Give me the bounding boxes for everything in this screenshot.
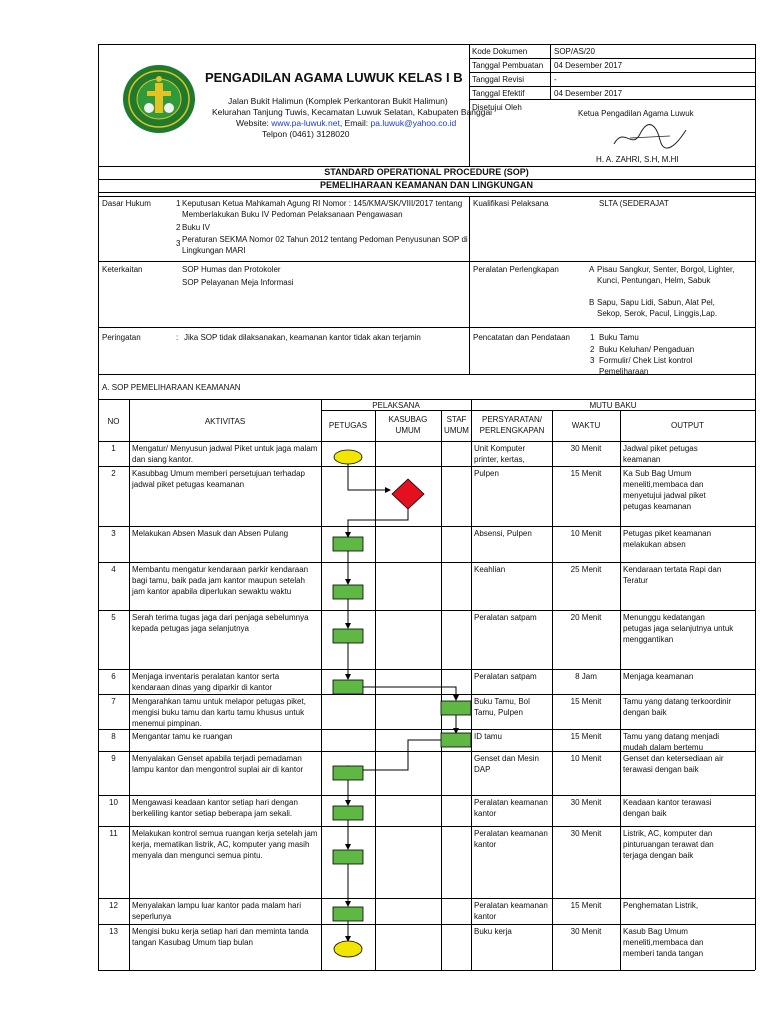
row-activity: Mengarahkan tamu untuk melapor petugas piket, mengisi buku tamu dan kartu tamu khusus untuk menemui pimpinan. — [132, 697, 306, 728]
doc-info-value-3: 04 Desember 2017 — [554, 89, 623, 98]
row-number: 2 — [111, 469, 116, 478]
flow-process-step — [333, 766, 363, 780]
row-time: 15 Menit — [570, 697, 602, 706]
dasar-hukum-num-1: 1 — [176, 199, 181, 208]
website-label: Website: — [236, 118, 269, 128]
doc-info-value-1: 04 Desember 2017 — [554, 61, 623, 70]
row-activity: Mengatur/ Menyusun jadwal Piket untuk jaga malam dan siang kantor. — [132, 444, 318, 464]
row-activity: Menjaga inventaris peralatan kantor serta kendaraan dinas yang diparkir di kantor — [132, 672, 280, 692]
row-time: 15 Menit — [570, 732, 602, 741]
row-requirement: Peralatan keamanan kantor — [474, 798, 548, 818]
peralatan-key-a: A — [589, 265, 595, 274]
flow-process-step — [333, 850, 363, 864]
row-number: 6 — [111, 672, 116, 681]
flow-process-step — [333, 537, 363, 551]
row-activity: Serah terima tugas jaga dari penjaga sebelumnya kepada petugas jaga selanjutnya — [132, 613, 309, 633]
peralatan-label: Peralatan Perlengkapan — [473, 265, 559, 274]
flow-process-step — [441, 701, 471, 715]
row-requirement: Peralatan satpam — [474, 672, 537, 681]
row-time: 20 Menit — [570, 613, 602, 622]
section-title: A. SOP PEMELIHARAAN KEAMANAN — [102, 383, 241, 392]
row-number: 7 — [111, 697, 116, 706]
flow-process-step — [333, 680, 363, 694]
dasar-hukum-num-2: 2 — [176, 223, 181, 232]
col-header-pelaksana: PELAKSANA — [372, 401, 420, 410]
row-output: Genset dan ketersediaan air terawasi dengan baik — [623, 754, 724, 774]
pencatatan-label: Pencatatan dan Pendataan — [473, 333, 570, 342]
row-requirement: Unit Komputer printer, kertas, — [474, 444, 526, 464]
approver-name: H. A. ZAHRI, S.H, M.HI — [596, 155, 679, 164]
row-output: Tamu yang datang menjadi mudah dalam bertemu — [623, 732, 720, 752]
flow-process-step — [333, 907, 363, 921]
row-activity: Membantu mengatur kendaraan parkir kendaraan bagi tamu, baik pada jam kantor maupun setelah jam kantor apabila diperlukan sewaktu waktu — [132, 565, 309, 596]
row-number: 4 — [111, 565, 116, 574]
peralatan-key-b: B — [589, 298, 595, 307]
col-header-aktivitas: AKTIVITAS — [204, 417, 246, 426]
row-time: 10 Menit — [570, 754, 602, 763]
row-time: 15 Menit — [570, 901, 602, 910]
row-number: 5 — [111, 613, 116, 622]
col-header-petugas: PETUGAS — [328, 421, 368, 430]
flow-process-step — [441, 733, 471, 747]
address-line2: Kelurahan Tanjung Tuwis, Kecamatan Luwuk Selatan, Kabupaten Banggai — [212, 107, 493, 117]
row-number: 11 — [109, 829, 118, 838]
row-requirement: Absensi, Pulpen — [474, 529, 532, 538]
address-line1: Jalan Bukit Halimun (Komplek Perkantoran Bukit Halimun) — [228, 96, 448, 106]
flow-end-terminator — [334, 941, 362, 957]
row-requirement: Genset dan Mesin DAP — [474, 754, 539, 774]
row-requirement: Peralatan keamanan kantor — [474, 829, 548, 849]
kualifikasi-value: SLTA (SEDERAJAT — [599, 199, 669, 208]
row-output: Kasub Bag Umum meneliti,membaca dan memberi tanda tangan — [623, 927, 704, 958]
peringatan-label: Peringatan — [102, 333, 141, 342]
keterkaitan-item-1: SOP Humas dan Protokoler — [182, 265, 281, 274]
col-header-no: NO — [107, 417, 120, 426]
row-output: Listrik, AC, komputer dan pinturuangan terawat dan terjaga dengan baik — [623, 829, 714, 860]
dasar-hukum-text-3: Peraturan SEKMA Nomor 02 Tahun 2012 tentang Pedoman Penyusunan SOP di Lingkungan MARI — [182, 235, 468, 255]
pencatatan-text-3: Formulir/ Chek List kontrol Pemeliharaan — [599, 356, 693, 376]
pencatatan-text-1: Buku Tamu — [599, 333, 639, 342]
row-output: Menunggu kedatangan petugas jaga selanjutnya untuk menggantikan — [623, 613, 734, 644]
row-requirement: ID tamu — [474, 732, 503, 741]
row-number: 8 — [111, 732, 116, 741]
keterkaitan-item-2: SOP Pelayanan Meja Informasi — [182, 278, 294, 287]
doc-info-label-3: Tanggal Efektif — [472, 89, 525, 98]
row-requirement: Buku kerja — [474, 927, 512, 936]
flow-decision — [392, 479, 424, 509]
flow-arrow — [348, 509, 408, 537]
row-time: 8 Jam — [575, 672, 597, 681]
col-header-output: OUTPUT — [671, 421, 704, 430]
dasar-hukum-num-3: 3 — [176, 239, 181, 248]
row-time: 30 Menit — [570, 927, 602, 936]
peringatan-text: Jika SOP tidak dilaksanakan, keamanan kantor tidak akan terjamin — [184, 333, 421, 342]
doc-info-value-0: SOP/AS/20 — [554, 47, 595, 56]
pencatatan-num-2: 2 — [590, 345, 595, 354]
col-header-waktu: WAKTU — [571, 421, 601, 430]
flow-arrow — [348, 464, 390, 490]
flow-process-step — [333, 806, 363, 820]
row-time: 10 Menit — [570, 529, 602, 538]
col-header-persyaratan: PERSYARATAN/ PERLENGKAPAN — [479, 415, 545, 435]
org-name: PENGADILAN AGAMA LUWUK KELAS I B — [205, 70, 463, 85]
row-time: 25 Menit — [570, 565, 602, 574]
row-output: Petugas piket keamanan melakukan absen — [623, 529, 712, 549]
dasar-hukum-text-1: Keputusan Ketua Mahkamah Agung RI Nomor : 145/KMA/SK/VIII/2017 tentang Memberlakukan Buku IV Pedoman Pelaksanaan Pengawasan — [182, 199, 463, 219]
email-label: , Email: — [339, 118, 369, 128]
row-activity: Mengantar tamu ke ruangan — [132, 732, 233, 741]
row-activity: Menyalakan lampu luar kantor pada malam hari seperlunya — [132, 901, 301, 921]
row-activity: Menyalakan Genset apabila terjadi pemadaman lampu kantor dan mengontrol suplai air di kantor — [132, 754, 304, 774]
row-output: Menjaga keamanan — [623, 672, 694, 681]
row-number: 12 — [109, 901, 118, 910]
row-output: Penghematan Listrik, — [623, 901, 699, 910]
flow-start-terminator — [334, 450, 362, 464]
peringatan-colon: : — [176, 333, 179, 342]
row-number: 10 — [109, 798, 118, 807]
col-header-mutu-baku: MUTU BAKU — [589, 401, 637, 410]
row-requirement: Keahlian — [474, 565, 506, 574]
row-output: Kendaraan tertata Rapi dan Teratur — [623, 565, 722, 585]
keterkaitan-label: Keterkaitan — [102, 265, 143, 274]
flow-arrow — [348, 740, 441, 770]
doc-info-value-2: - — [554, 75, 557, 84]
row-activity: Kasubbag Umum memberi persetujuan terhadap jadwal piket petugas keamanan — [132, 469, 305, 489]
dasar-hukum-label: Dasar Hukum — [102, 199, 151, 208]
doc-info-label-2: Tanggal Revisi — [472, 75, 525, 84]
row-output: Tamu yang datang terkoordinir dengan baik — [623, 697, 732, 717]
row-activity: Mengisi buku kerja setiap hari dan meminta tanda tangan Kasubag Umum tiap bulan — [132, 927, 309, 947]
peralatan-text-a: Pisau Sangkur, Senter, Borgol, Lighter, Kunci, Pentungan, Helm, Sabuk — [597, 265, 735, 285]
row-time: 15 Menit — [570, 469, 602, 478]
row-requirement: Buku Tamu, Bol Tamu, Pulpen — [474, 697, 530, 717]
kualifikasi-label: Kualifikasi Pelaksana — [473, 199, 549, 208]
row-output: Keadaan kantor terawasi dengan baik — [623, 798, 712, 818]
sop-title: STANDARD OPERATIONAL PROCEDURE (SOP) — [324, 167, 529, 177]
row-time: 30 Menit — [570, 829, 602, 838]
flow-process-step — [333, 585, 363, 599]
doc-info-label-0: Kode Dokumen — [472, 47, 528, 56]
pencatatan-num-1: 1 — [590, 333, 595, 342]
peralatan-text-b: Sapu, Sapu Lidi, Sabun, Alat Pel, Sekop, Serok, Pacul, Linggis,Lap. — [597, 298, 718, 318]
row-requirement: Pulpen — [474, 469, 499, 478]
dasar-hukum-text-2: Buku IV — [182, 223, 211, 232]
phone: Telpon (0461) 3128020 — [262, 129, 350, 139]
row-number: 3 — [111, 529, 116, 538]
approved-label: Disetujui Oleh — [472, 103, 522, 112]
row-time: 30 Menit — [570, 444, 602, 453]
row-requirement: Peralatan keamanan kantor — [474, 901, 548, 921]
row-number: 13 — [109, 927, 118, 936]
row-number: 1 — [111, 444, 116, 453]
pencatatan-num-3: 3 — [590, 356, 595, 365]
website-link[interactable]: www.pa-luwuk.net — [271, 118, 340, 128]
row-activity: Mengawasi keadaan kantor setiap hari dengan berkeliling kantor setiap beberapa jam sekali. — [132, 798, 298, 818]
flow-arrow — [363, 687, 456, 700]
row-activity: Melakukan kontrol semua ruangan kerja setelah jam kerja, mematikan listrik, AC, komputer yang masih menyala dan mengunci semua pintu. — [132, 829, 318, 860]
flow-process-step — [333, 629, 363, 643]
row-requirement: Peralatan satpam — [474, 613, 537, 622]
row-output: Ka Sub Bag Umum meneliti,membaca dan menyetujui jadwal piket petugas keamanan — [623, 469, 706, 511]
email-link[interactable]: pa.luwuk@yahoo.co.id — [370, 118, 457, 128]
pencatatan-text-2: Buku Keluhan/ Pengaduan — [599, 345, 695, 354]
row-time: 30 Menit — [570, 798, 602, 807]
sop-subject: PEMELIHARAAN KEAMANAN DAN LINGKUNGAN — [320, 180, 533, 190]
row-number: 9 — [111, 754, 116, 763]
doc-info-label-1: Tanggal Pembuatan — [472, 61, 544, 70]
approver-title: Ketua Pengadilan Agama Luwuk — [578, 109, 694, 118]
row-output: Jadwal piket petugas keamanan — [623, 444, 698, 464]
col-header-kasubag: KASUBAG UMUM — [388, 415, 428, 435]
col-header-staf: STAF UMUM — [444, 415, 469, 435]
row-activity: Melakukan Absen Masuk dan Absen Pulang — [132, 529, 289, 538]
